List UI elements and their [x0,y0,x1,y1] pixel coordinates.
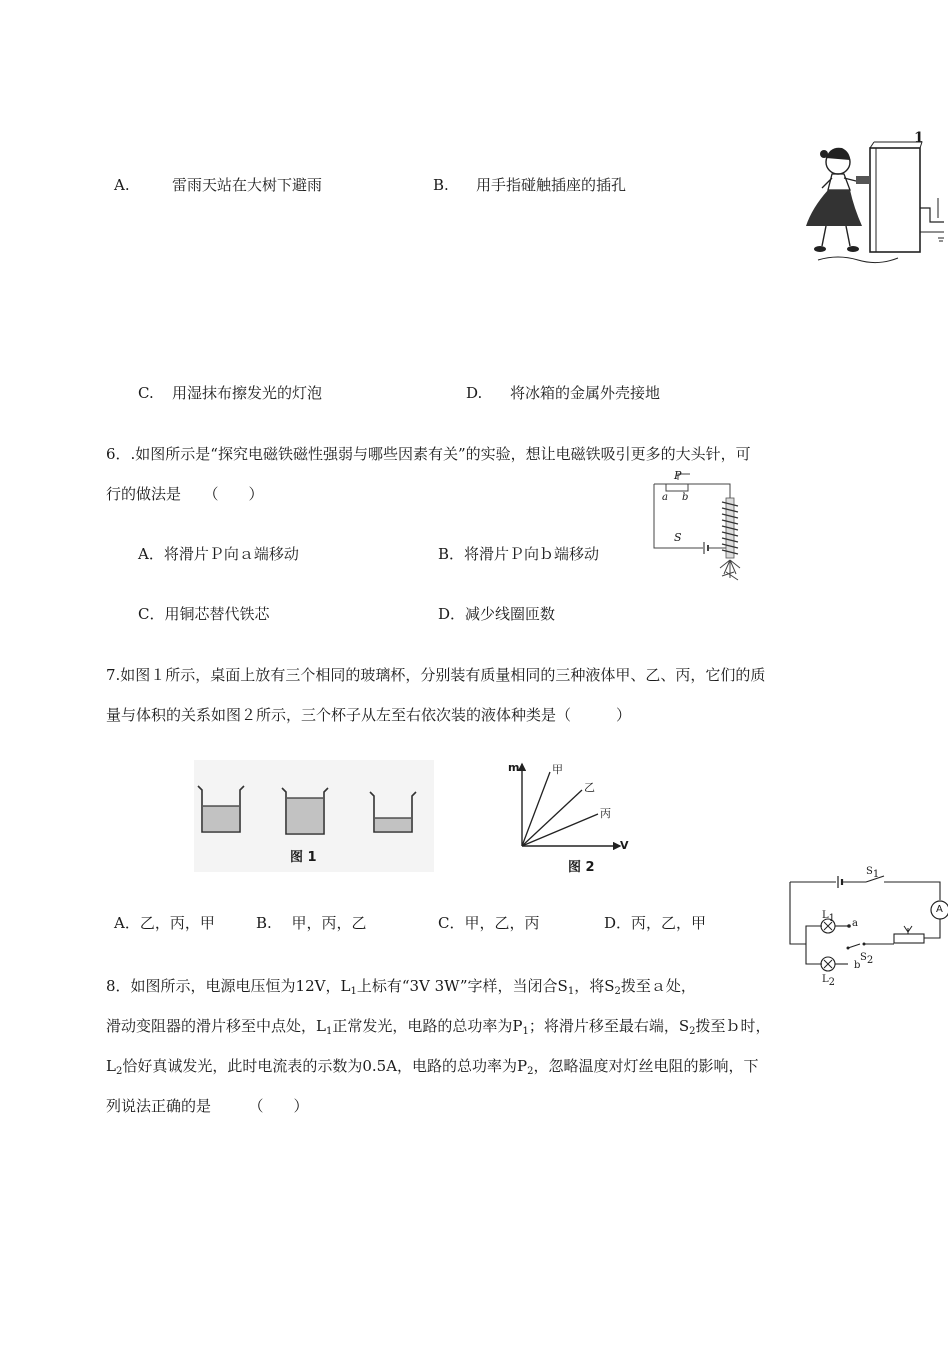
q7-option-c: C．甲，乙，丙 [438,914,540,932]
q5-girl-fridge-illustration [798,128,948,270]
q7-figure-2-label: 图 2 [568,860,595,875]
beaker-3 [370,792,416,832]
q8-fig-s2-label: $S_2$ [860,952,874,966]
q5-figure-label: 1 [914,130,924,146]
q7-axis-m-label: m [508,761,520,774]
q8-stem-line-1: 8．如图所示，电源电压恒为12V，$L_1$上标有“3V 3W”字样，当闭合$S_1$，将$S_2$拨至ａ处， [106,977,696,997]
q6-option-b: B．将滑片Ｐ向ｂ端移动 [438,545,600,563]
q8-fig-l1-label: $L_1$ [822,910,836,924]
beaker-1 [198,786,244,832]
q8-fig-b-label: b [854,960,861,971]
line-yi [522,790,582,846]
q5-option-b-letter: B. [433,176,449,194]
q5-option-a-letter: A. [114,176,130,194]
q7-option-d: D．丙，乙，甲 [604,914,707,932]
q8-fig-s1-label: $S_1$ [866,866,880,880]
q6-option-d: D．减少线圈匝数 [438,605,556,623]
q6-stem-line-2: 行的做法是 （ ） [106,485,264,503]
q5-option-a-text: 雷雨天站在大树下避雨 [172,176,323,194]
q6-stem-line-1: 6．.如图所示是“探究电磁铁磁性强弱与哪些因素有关”的实验，想让电磁铁吸引更多的大头针，可 [106,445,751,463]
q7-line-bing-label: 丙 [600,807,611,820]
q8-circuit-figure [784,866,948,986]
q8-fig-l2-label: $L_2$ [822,974,836,988]
q7-line-jia-label: 甲 [552,763,563,776]
line-jia [522,772,550,846]
q6-fig-label-s: S [674,531,682,544]
q8-stem-line-2: 滑动变阻器的滑片移至中点处，$L_1$正常发光，电路的总功率为$P_1$；将滑片移至最右端，$S_2$拨至ｂ时， [106,1017,771,1037]
q5-option-d-letter: D. [466,384,483,402]
q8-fig-ammeter-label: A [936,904,943,915]
q6-option-a: A．将滑片Ｐ向ａ端移动 [138,545,299,563]
q8-stem-line-4: 列说法正确的是 （ ） [106,1097,309,1115]
line-bing [522,814,598,846]
q7-stem-line-1: 7.如图１所示，桌面上放有三个相同的玻璃杯，分别装有质量相同的三种液体甲、乙、丙，它们的质 [106,666,766,684]
q5-option-d-text: 将冰箱的金属外壳接地 [510,384,661,402]
q7-stem-line-2: 量与体积的关系如图２所示，三个杯子从左至右依次装的液体种类是（ ） [106,706,632,724]
q7-option-a: A．乙，丙，甲 [114,914,215,932]
q6-fig-label-b: b [682,492,689,503]
q7-figure-1-label: 图 1 [290,850,317,865]
q6-fig-label-p: P [674,469,682,482]
q6-option-c: C．用铜芯替代铁芯 [138,605,270,623]
q7-figure-2-mass-volume-graph [502,760,632,878]
q7-option-b: B. 甲，丙，乙 [256,914,367,932]
q6-fig-label-a: a [662,492,668,503]
q7-figure-1-beakers [194,760,434,872]
q7-line-yi-label: 乙 [584,781,595,794]
q7-axis-v-label: V [620,839,629,852]
q6-electromagnet-circuit-figure [648,468,758,588]
beaker-2 [282,788,328,834]
q8-stem-line-3: $L_2$恰好真诚发光，此时电流表的示数为0.5A，电路的总功率为$P_2$，忽略温度对灯丝电阻的影响，下 [106,1057,759,1077]
q5-option-b-text: 用手指碰触插座的插孔 [476,176,627,194]
q8-fig-a-label: a [852,918,858,929]
q5-option-c-text: 用湿抹布擦发光的灯泡 [172,384,323,402]
q5-option-c-letter: C. [138,384,154,402]
